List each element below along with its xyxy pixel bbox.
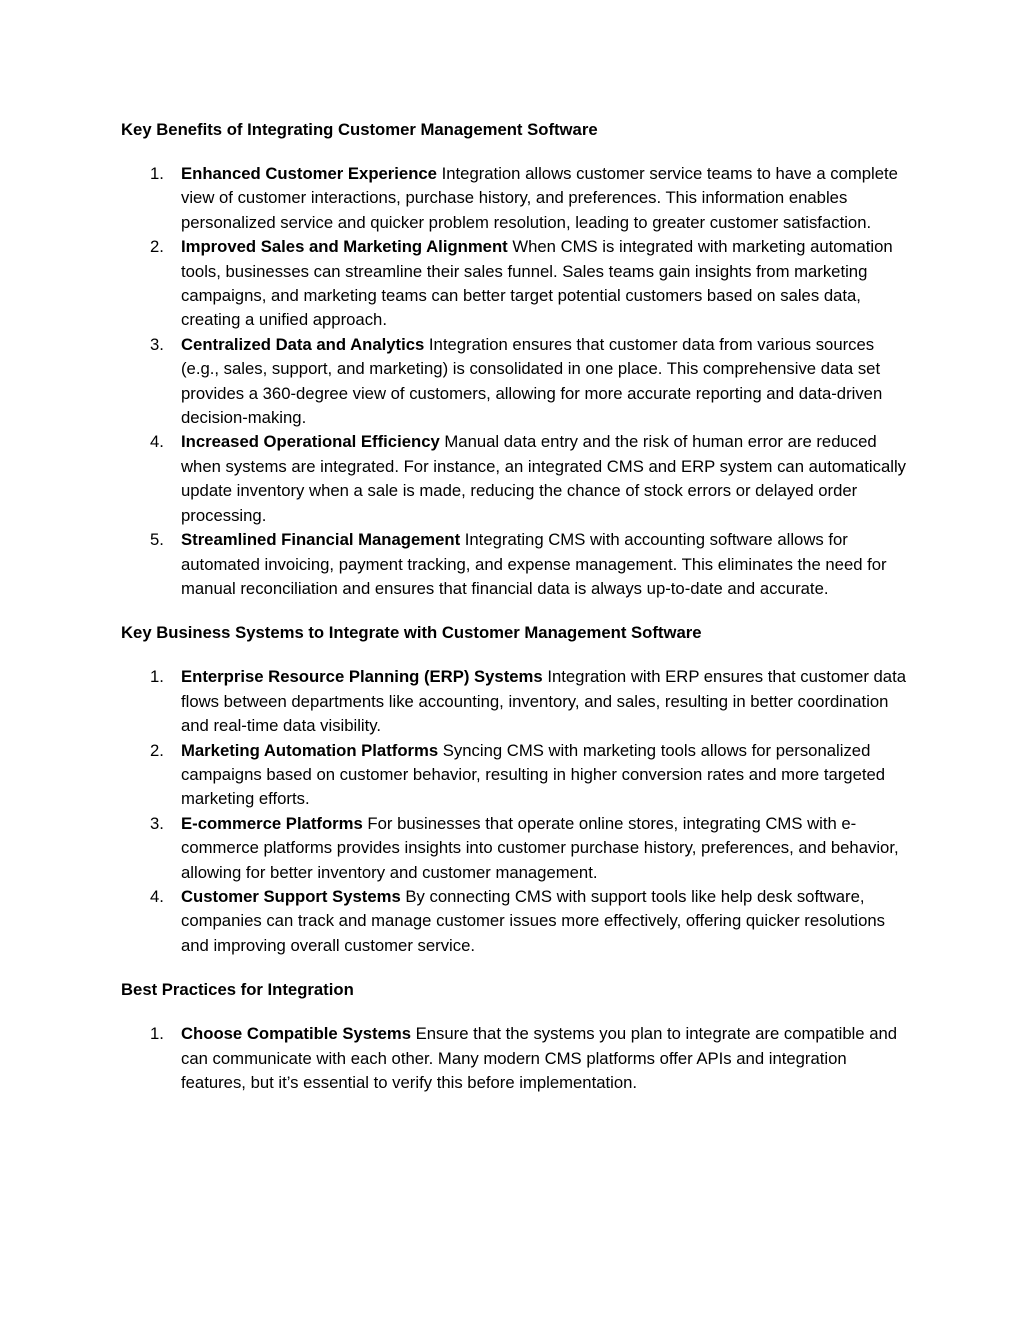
list-item-term: Centralized Data and Analytics: [181, 334, 425, 354]
list-item-term: Streamlined Financial Management: [181, 530, 461, 550]
list-item: [121, 430, 911, 528]
list-item-term: Enterprise Resource Planning (ERP) Systems: [181, 667, 543, 687]
list-item-text: Manual data entry and the risk of human error are reduced when systems are integrated. For instance, an integrated CMS and ERP system can automatically update inventory when a sale is made, reducing the chance of stock errors or delayed order processing.: [181, 432, 907, 525]
list-item-text: Integrating CMS with accounting software allows for automated invoicing, payment tracking, and expense management. This eliminates the need for manual reconciliation and ensures that financial data is always up-to-date and accurate.: [181, 530, 887, 598]
list-item-text: By connecting CMS with support tools like help desk software, companies can track and manage customer issues more effectively, offering quicker resolutions and improving overall customer service.: [181, 886, 886, 955]
section-heading-best-practices: Best Practices for Integration: [121, 980, 354, 1000]
section-heading-business-systems: Key Business Systems to Integrate with Customer Management Software: [121, 623, 702, 643]
list-item-number: 4.: [150, 886, 164, 906]
list-item-number: 2.: [150, 740, 164, 760]
list-item-number: 5.: [150, 530, 164, 550]
list-item-number: 4.: [150, 432, 164, 452]
list-item-text: Integration with ERP ensures that customer data flows between departments like accounting, inventory, and sales, resulting in better coordination and real-time data visibility.: [181, 667, 906, 736]
list-item-text: Integration allows customer service teams to have a complete view of customer interactions, purchase history, and preferences. This information enables personalized service and quicker problem resolution, leading to greater customer satisfaction.: [181, 164, 898, 232]
key-benefits-list: [121, 162, 911, 601]
list-item: [121, 235, 911, 333]
list-item-number: 2.: [150, 237, 164, 257]
list-item-number: 1.: [150, 667, 164, 687]
best-practices-list: [121, 1022, 911, 1095]
list-item-number: 3.: [150, 334, 164, 354]
list-item: [121, 1022, 911, 1095]
list-item-text: Ensure that the systems you plan to integrate are compatible and can communicate with each other. Many modern CMS platforms offer APIs and integration features, but it’s essential to verify this before implementation.: [181, 1024, 898, 1092]
list-item-term: Marketing Automation Platforms: [181, 740, 439, 760]
section-heading-key-benefits: Key Benefits of Integrating Customer Management Software: [121, 120, 598, 139]
list-item-text: Integration ensures that customer data from various sources (e.g., sales, support, and marketing) is consolidated in one place. This comprehensive data set provides a 360-degree view of customers, allowing for more accurate reporting and data-driven decision-making.: [181, 334, 883, 428]
list-item-text: Syncing CMS with marketing tools allows for personalized campaigns based on customer behavior, resulting in higher conversion rates and more targeted marketing efforts.: [181, 740, 886, 809]
list-item-term: Enhanced Customer Experience: [181, 164, 437, 183]
list-item-number: 1.: [150, 164, 164, 183]
list-item-number: 1.: [150, 1024, 164, 1044]
list-item: [121, 812, 911, 885]
list-item: [121, 528, 911, 601]
list-item-term: E-commerce Platforms: [181, 813, 363, 833]
list-item: [121, 162, 911, 235]
list-item-term: Choose Compatible Systems: [181, 1024, 411, 1044]
list-item-text: When CMS is integrated with marketing automation tools, businesses can streamline their sales funnel. Sales teams gain insights from marketing campaigns, and marketing teams can better target potential customers based on sales data, creating a unified approach.: [181, 237, 893, 330]
list-item: [121, 739, 911, 812]
list-item: [121, 885, 911, 958]
list-item-text: For businesses that operate online stores, integrating CMS with e-commerce platforms provides insights into customer purchase history, preferences, and behavior, allowing for better inventory and customer management.: [181, 813, 899, 882]
list-item-number: 3.: [150, 813, 164, 833]
list-item-term: Improved Sales and Marketing Alignment: [181, 237, 508, 257]
list-item-term: Customer Support Systems: [181, 886, 401, 906]
list-item: [121, 333, 911, 431]
document-page: [121, 118, 911, 1115]
business-systems-list: [121, 665, 911, 958]
list-item-term: Increased Operational Efficiency: [181, 432, 440, 452]
list-item: [121, 665, 911, 738]
